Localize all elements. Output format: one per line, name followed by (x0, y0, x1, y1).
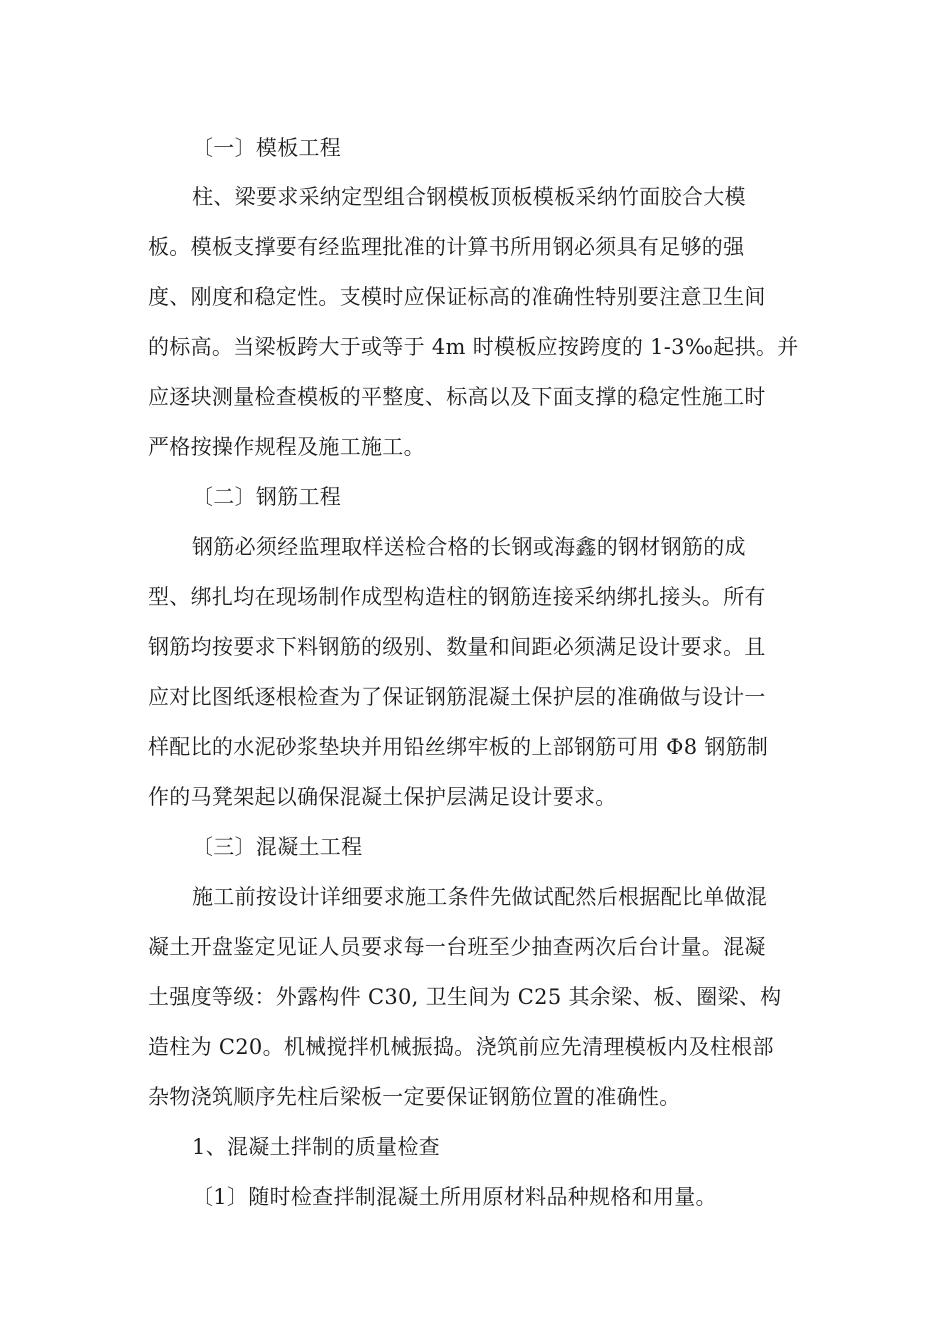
paragraph-line: 钢筋均按要求下料钢筋的级别、数量和间距必须满足设计要求。且 (148, 635, 766, 659)
paragraph-line: 样配比的水泥砂浆垫块并用铅丝绑牢板的上部钢筋可用 Φ8 钢筋制 (148, 735, 769, 759)
paragraph-line: 造柱为 C20。机械搅拌机械振捣。浇筑前应先清理模板内及柱根部 (148, 1035, 774, 1059)
paragraph-line: 柱、梁要求采纳定型组合钢模板顶板模板采纳竹面胶合大模 (192, 185, 746, 209)
paragraph-line: 的标高。当梁板跨大于或等于 4m 时模板应按跨度的 1-3‰起拱。并 (148, 335, 799, 359)
paragraph-line: 严格按操作规程及施工施工。 (148, 435, 425, 459)
paragraph-line: 凝土开盘鉴定见证人员要求每一台班至少抽查两次后台计量。混凝 (148, 935, 766, 959)
paragraph-line: 土强度等级：外露构件 C30, 卫生间为 C25 其余梁、板、圈梁、构 (148, 985, 782, 1009)
section-heading-rebar: 〔二〕钢筋工程 (192, 485, 342, 509)
section-heading-concrete: 〔三〕混凝土工程 (192, 835, 363, 859)
paragraph-line: 钢筋必须经监理取样送检合格的长钢或海鑫的钢材钢筋的成 (192, 535, 746, 559)
paragraph-line: 板。模板支撑要有经监理批准的计算书所用钢必须具有足够的强 (148, 235, 745, 259)
paragraph-line: 应逐块测量检查模板的平整度、标高以及下面支撑的稳定性施工时 (148, 385, 766, 409)
paragraph-line: 〔1〕随时检查拌制混凝土所用原材料品种规格和用量。 (192, 1185, 717, 1209)
paragraph-line: 应对比图纸逐根检查为了保证钢筋混凝土保护层的准确做与设计一 (148, 685, 766, 709)
paragraph-line: 度、刚度和稳定性。支模时应保证标高的准确性特别要注意卫生间 (148, 285, 766, 309)
paragraph-line: 杂物浇筑顺序先柱后梁板一定要保证钢筋位置的准确性。 (148, 1085, 681, 1109)
section-heading-formwork: 〔一〕模板工程 (192, 136, 342, 160)
paragraph-line: 作的马凳架起以确保混凝土保护层满足设计要求。 (148, 785, 617, 809)
subsection-heading-mixing-quality: 1、混凝土拌制的质量检查 (192, 1135, 440, 1159)
paragraph-line: 施工前按设计详细要求施工条件先做试配然后根据配比单做混 (192, 885, 768, 909)
paragraph-line: 型、绑扎均在现场制作成型构造柱的钢筋连接采纳绑扎接头。所有 (148, 585, 766, 609)
